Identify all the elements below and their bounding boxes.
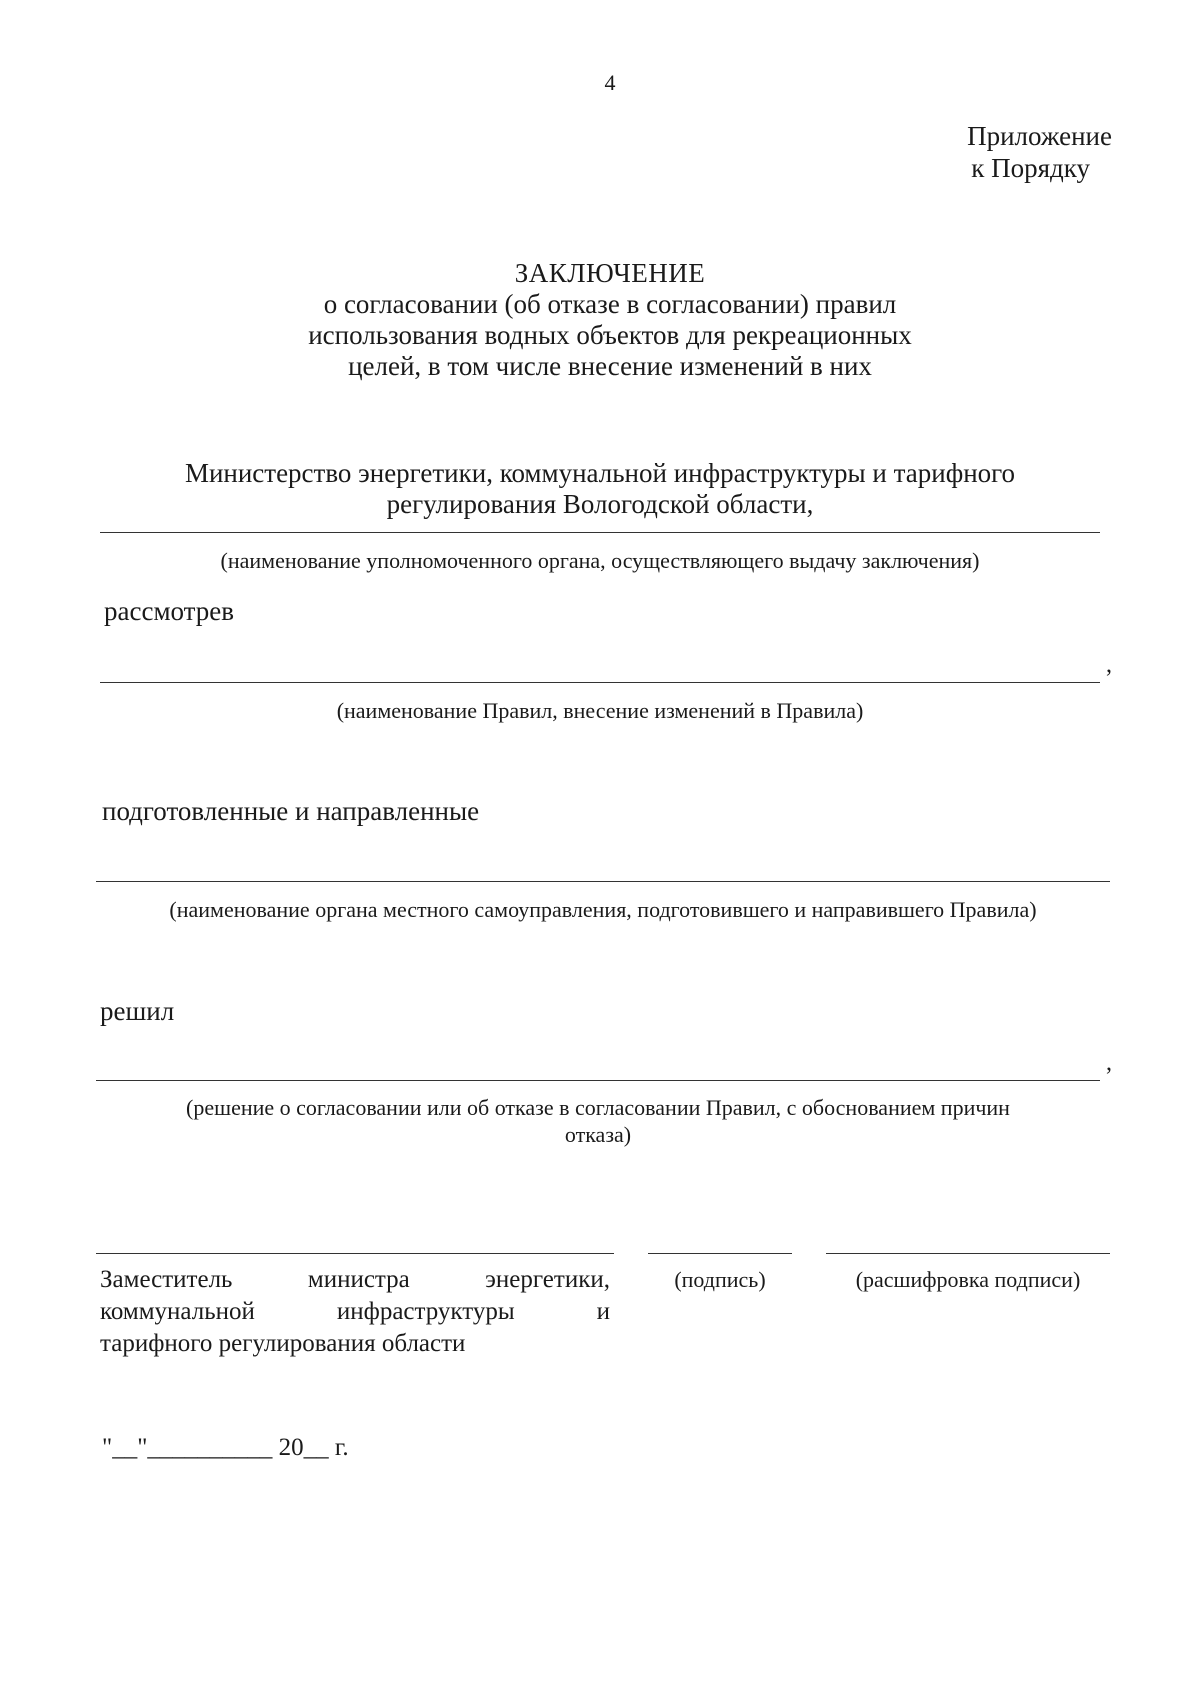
- page-number: 4: [604, 70, 616, 95]
- decided-caption: [96, 1094, 1100, 1148]
- appendix-line-2: к Порядку: [971, 153, 1090, 183]
- signatory-position: [100, 1264, 610, 1360]
- decided-caption-line-2: отказа): [564, 1122, 632, 1147]
- reviewed-label: рассмотрев: [104, 596, 235, 626]
- title-line-2: использования водных объектов для рекреационных: [308, 320, 912, 350]
- signature-decryption-line[interactable]: [826, 1253, 1110, 1254]
- title-heading: ЗАКЛЮЧЕНИЕ: [514, 258, 706, 288]
- prepared-label: подготовленные и направленные: [102, 796, 480, 826]
- document-title: [120, 258, 1100, 382]
- prepared-field-line[interactable]: [96, 881, 1110, 882]
- position-line: [96, 1253, 614, 1254]
- decryption-caption: (расшифровка подписи): [855, 1267, 1081, 1292]
- prepared-caption: (наименование органа местного самоуправления, подготовившего и направившего Правила): [169, 897, 1037, 922]
- appendix-label: [967, 120, 1112, 184]
- decided-caption-line-1: (решение о согласовании или об отказе в согласовании Правил, с обоснованием причин: [186, 1095, 1010, 1120]
- signature-line[interactable]: [648, 1253, 792, 1254]
- authority-name: [100, 458, 1100, 520]
- reviewed-caption: (наименование Правил, внесение изменений в Правила): [336, 698, 864, 723]
- title-line-3: целей, в том числе внесение изменений в них: [348, 351, 872, 381]
- date-field[interactable]: "__"__________ 20__ г.: [102, 1434, 349, 1461]
- reviewed-comma: ,: [1106, 652, 1112, 678]
- authority-line-2: регулирования Вологодской области,: [386, 489, 814, 519]
- position-line-3: тарифного регулирования области: [100, 1330, 466, 1357]
- position-line-1: Заместитель министра энергетики,: [100, 1266, 610, 1293]
- authority-line-1: Министерство энергетики, коммунальной инфраструктуры и тарифного: [184, 458, 1016, 488]
- title-line-1: о согласовании (об отказе в согласовании) правил: [323, 289, 897, 319]
- position-line-2: коммунальной инфраструктуры и: [100, 1298, 610, 1325]
- decided-label: решил: [100, 996, 175, 1026]
- authority-caption: (наименование уполномоченного органа, осуществляющего выдачу заключения): [220, 548, 980, 573]
- authority-underline: [100, 532, 1100, 533]
- appendix-line-1: Приложение: [967, 121, 1112, 151]
- reviewed-field-line[interactable]: [100, 682, 1100, 683]
- decided-field-line[interactable]: [96, 1080, 1100, 1081]
- signature-caption: (подпись): [674, 1267, 766, 1292]
- decided-comma: ,: [1106, 1050, 1112, 1076]
